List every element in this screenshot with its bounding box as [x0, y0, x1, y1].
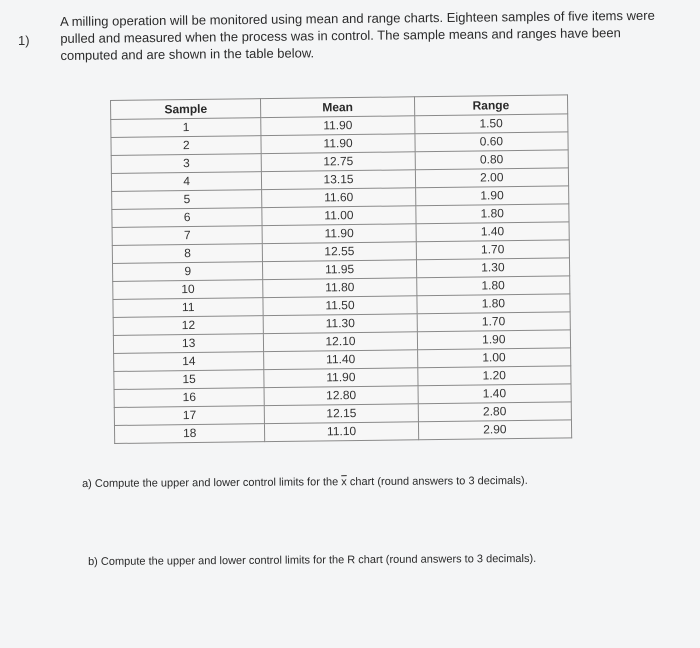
cell-sample: 17 [114, 406, 265, 426]
part-a-prefix: a) Compute the upper and lower control limits for the [82, 476, 342, 490]
header-sample: Sample [111, 99, 262, 120]
cell-sample: 5 [112, 190, 263, 210]
cell-sample: 4 [111, 172, 262, 192]
cell-mean: 12.80 [264, 386, 417, 406]
cell-sample: 2 [111, 136, 262, 156]
x-bar-symbol: $\overline{x}$ [341, 476, 347, 489]
cell-mean: 12.75 [262, 152, 415, 172]
cell-range: 1.40 [418, 384, 572, 404]
part-b-question: b) Compute the upper and lower control limits for the R chart (round answers to 3 decimals). [88, 552, 537, 568]
cell-range: 2.00 [415, 168, 569, 188]
cell-sample: 16 [114, 388, 265, 408]
cell-sample: 11 [113, 298, 264, 318]
cell-mean: 11.90 [261, 134, 414, 154]
cell-range: 1.40 [416, 222, 570, 242]
cell-sample: 13 [113, 334, 264, 354]
cell-mean: 11.10 [265, 422, 418, 442]
cell-sample: 12 [113, 316, 264, 336]
cell-mean: 12.15 [265, 404, 418, 424]
cell-mean: 13.15 [262, 170, 415, 190]
cell-range: 1.80 [416, 276, 570, 296]
cell-range: 0.80 [415, 150, 569, 170]
cell-range: 2.90 [418, 420, 572, 440]
cell-range: 1.80 [415, 204, 569, 224]
cell-range: 2.80 [418, 402, 572, 422]
data-table [110, 94, 572, 444]
question-number: 1) [18, 33, 30, 48]
table-body [111, 114, 572, 444]
cell-mean: 11.00 [262, 206, 415, 226]
cell-range: 1.80 [417, 294, 571, 314]
cell-mean: 11.60 [262, 188, 415, 208]
cell-sample: 9 [112, 262, 263, 282]
header-range: Range [414, 95, 568, 116]
cell-mean: 12.10 [264, 332, 417, 352]
cell-mean: 11.90 [261, 116, 414, 136]
cell-range: 1.90 [415, 186, 569, 206]
cell-sample: 3 [111, 154, 262, 174]
cell-sample: 7 [112, 226, 263, 246]
cell-sample: 6 [112, 208, 263, 228]
cell-sample: 1 [111, 118, 262, 138]
sample-data-table [110, 94, 572, 444]
part-a-suffix: chart (round answers to 3 decimals). [346, 474, 528, 489]
cell-sample: 10 [113, 280, 264, 300]
cell-sample: 8 [112, 244, 263, 264]
cell-range: 1.70 [416, 240, 570, 260]
part-a-question [82, 475, 528, 490]
cell-range: 1.00 [417, 348, 571, 368]
cell-mean: 11.30 [264, 314, 417, 334]
cell-mean: 11.90 [262, 224, 415, 244]
cell-mean: 11.95 [263, 260, 416, 280]
cell-range: 1.50 [414, 114, 568, 134]
cell-range: 0.60 [415, 132, 569, 152]
cell-sample: 18 [114, 424, 265, 444]
header-mean: Mean [261, 97, 415, 118]
cell-range: 1.70 [417, 312, 571, 332]
cell-mean: 11.80 [263, 278, 416, 298]
question-intro: A milling operation will be monitored using mean and range charts. Eighteen samples of five items were pulled and measured when the process was in control. The sample means and ranges have been computed and are shown in the table below. [60, 7, 655, 63]
cell-sample: 15 [114, 370, 265, 390]
cell-mean: 12.55 [263, 242, 416, 262]
cell-mean: 11.40 [264, 350, 417, 370]
cell-mean: 11.50 [263, 296, 416, 316]
cell-range: 1.20 [417, 366, 571, 386]
cell-range: 1.30 [416, 258, 570, 278]
cell-mean: 11.90 [264, 368, 417, 388]
cell-sample: 14 [114, 352, 265, 372]
cell-range: 1.90 [417, 330, 571, 350]
